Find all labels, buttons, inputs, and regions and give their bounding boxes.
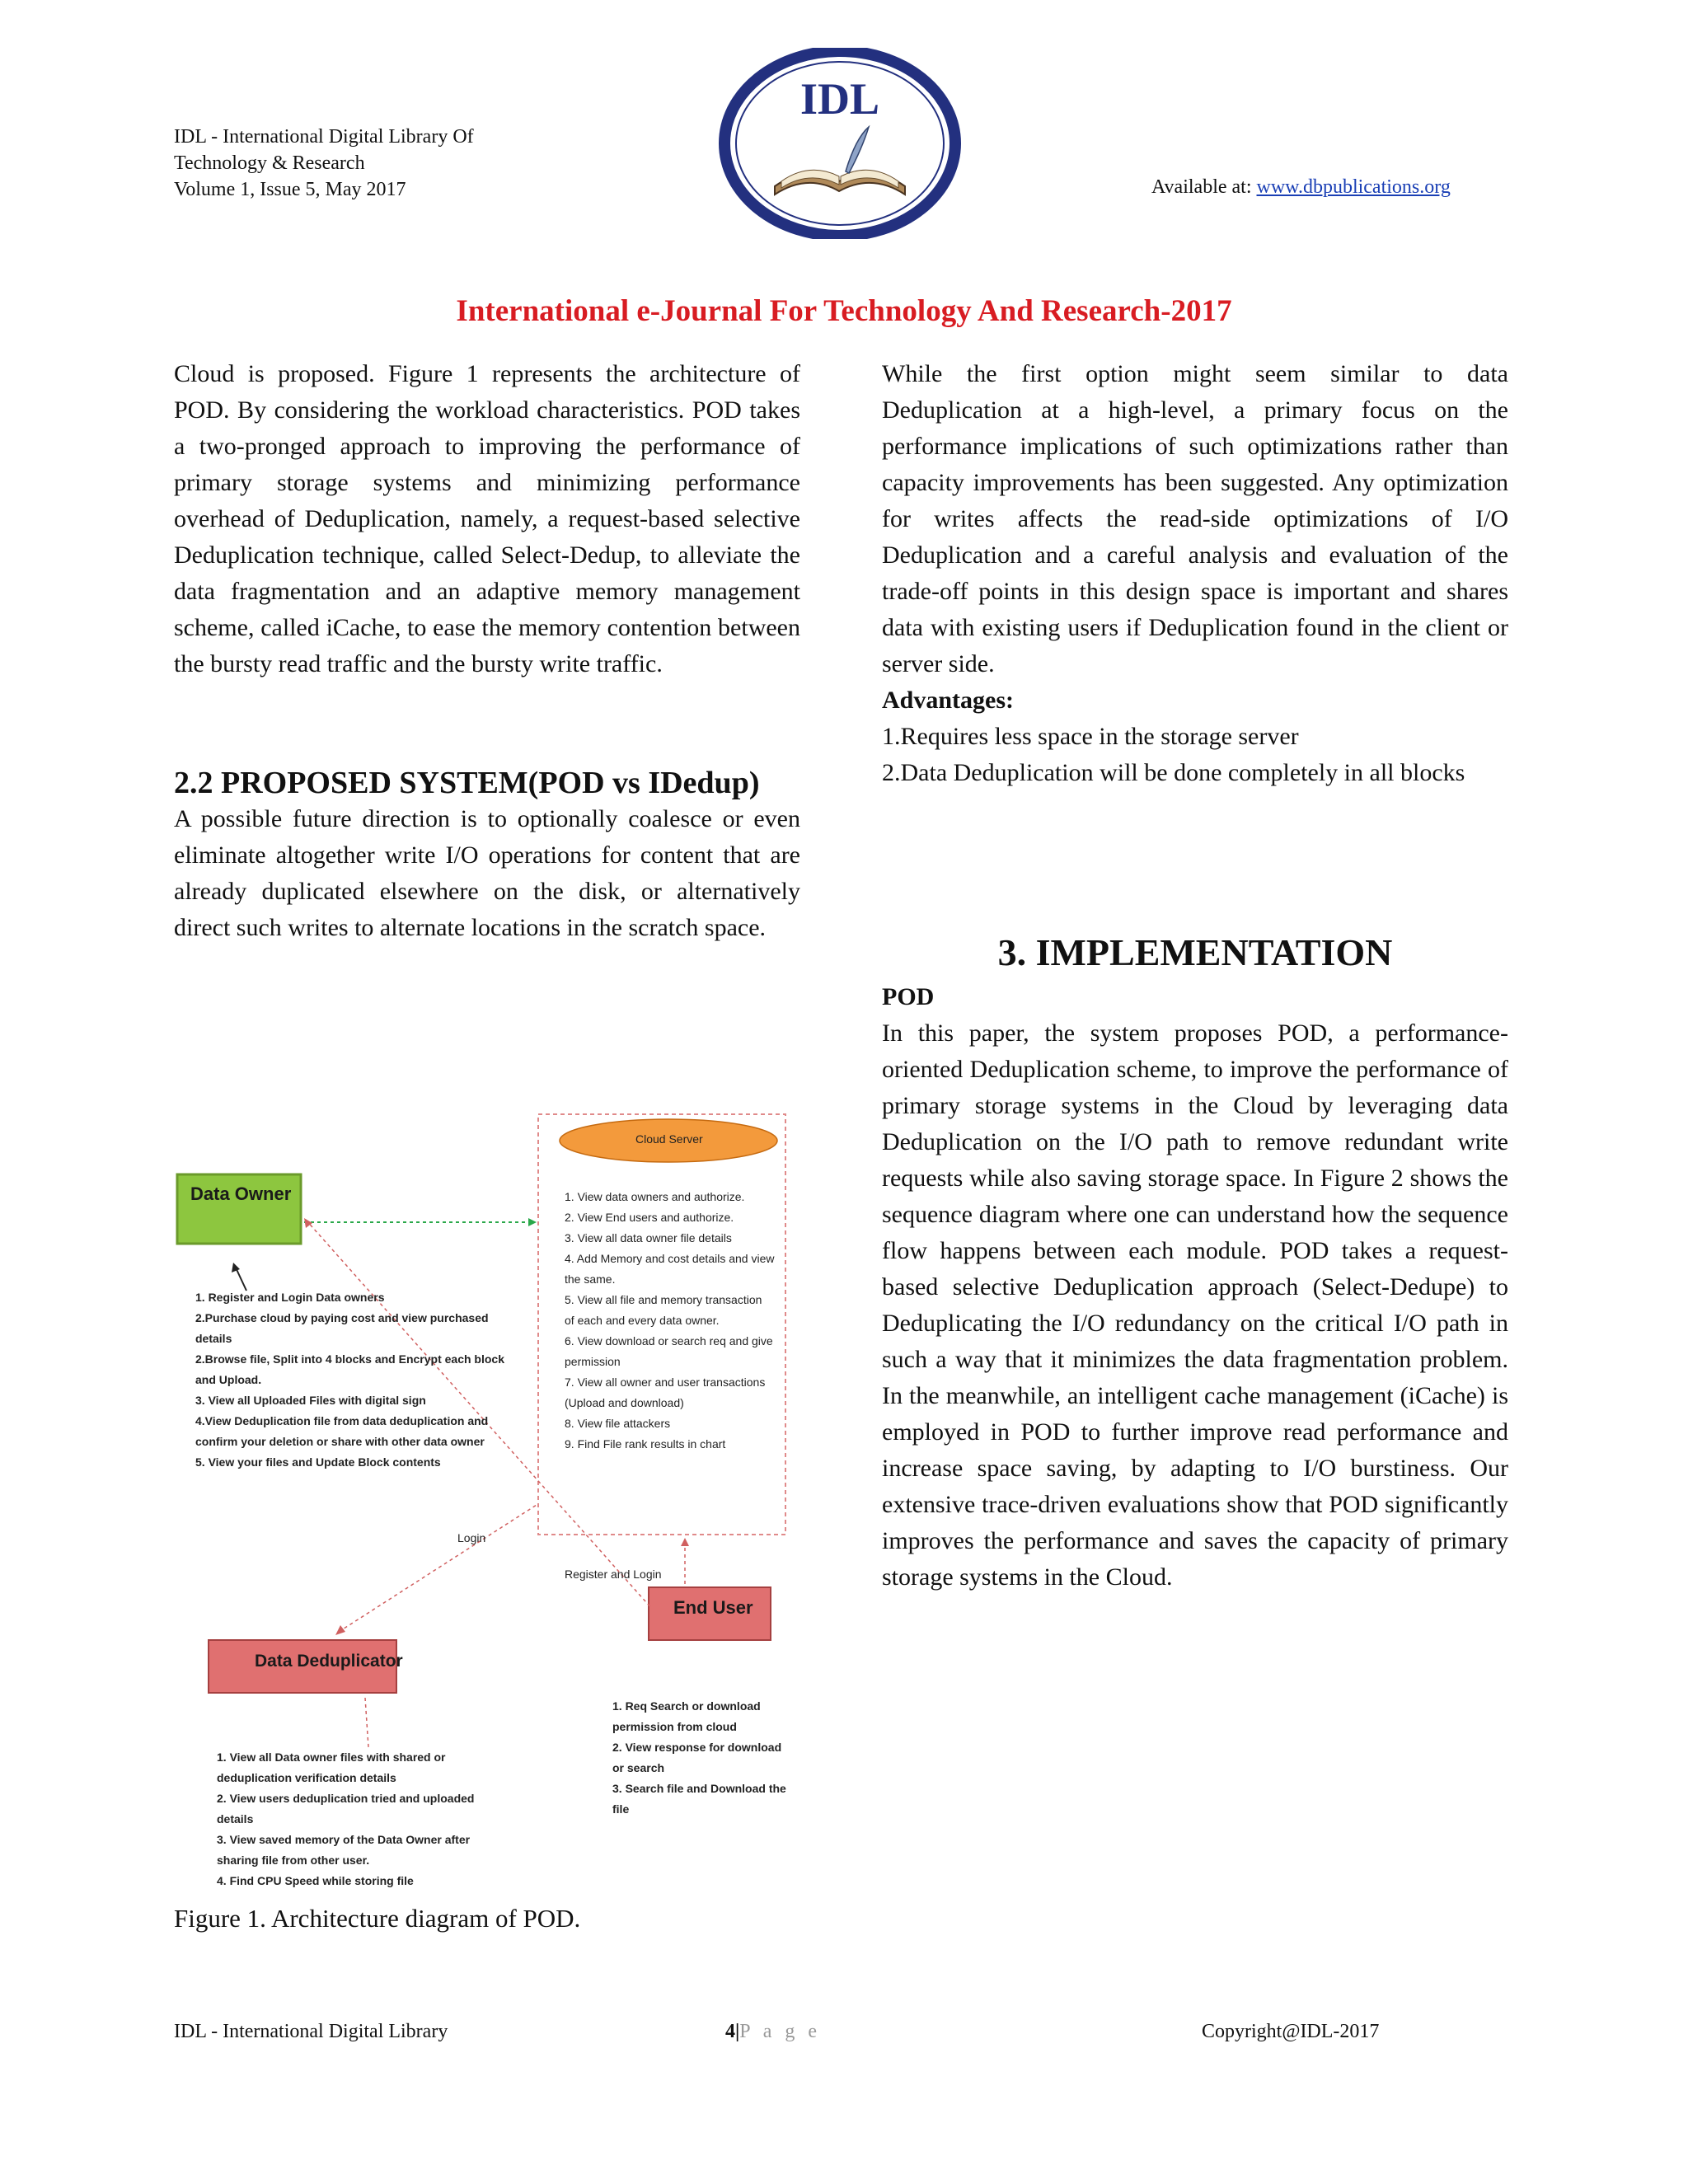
user-item: 3. Search file and Download the (612, 1782, 786, 1795)
owner-item: and Upload. (195, 1373, 262, 1386)
footer-copyright: Copyright@IDL-2017 (1202, 2021, 1380, 2042)
cloud-server-list (565, 1187, 774, 1455)
data-owner-label: Data Owner (190, 1183, 292, 1204)
dedup-item: details (217, 1812, 254, 1825)
availability-line (1151, 176, 1451, 199)
cloud-item: 3. View all data owner file details (565, 1231, 732, 1244)
advantage-item-1: 1.Requires less space in the storage server (882, 723, 1299, 750)
data-owner-list (195, 1287, 504, 1473)
owner-item: 3. View all Uploaded Files with digital sign (195, 1394, 426, 1407)
footer-left: IDL - International Digital Library (174, 2021, 448, 2042)
journal-title: International e-Journal For Technology And Research-2017 (456, 294, 1232, 328)
publisher-link[interactable]: www.dbpublications.org (1256, 176, 1451, 198)
owner-item: 2.Browse file, Split into 4 blocks and Encrypt each block (195, 1352, 504, 1366)
implementation-section (882, 931, 1508, 1596)
cloud-item: 5. View all file and memory transaction (565, 1293, 762, 1306)
dedup-list-connector (365, 1698, 368, 1747)
user-item: permission from cloud (612, 1720, 737, 1733)
journal-header (174, 124, 474, 203)
dedup-item: 2. View users deduplication tried and uploaded (217, 1792, 475, 1805)
idl-logo (715, 48, 964, 239)
dedup-item: 1. View all Data owner files with shared or (217, 1750, 446, 1764)
left-paragraph-2: A possible future direction is to optionally coalesce or even eliminate altogether write I/O operations for content that are already duplicated elsewhere on the disk, or alternatively direct such writes to alternate locations in the scratch space. (174, 805, 800, 941)
implementation-heading: 3. IMPLEMENTATION (997, 931, 1393, 973)
end-user-label: End User (673, 1597, 753, 1618)
login-label: Login (457, 1531, 486, 1544)
owner-item: 1. Register and Login Data owners (195, 1291, 385, 1304)
figure-caption: Figure 1. Architecture diagram of POD. (174, 1904, 581, 1933)
cloud-item: (Upload and download) (565, 1396, 684, 1409)
register-login-label: Register and Login (565, 1568, 662, 1581)
user-item: or search (612, 1761, 665, 1774)
advantages-heading: Advantages: (882, 687, 1015, 714)
left-column (174, 356, 800, 682)
owner-item: details (195, 1332, 232, 1345)
advantage-item-2: 2.Data Deduplication will be done completely in all blocks (882, 759, 1465, 786)
logo-text: IDL (799, 74, 880, 124)
cloud-item: permission (565, 1355, 621, 1368)
cloud-item: 7. View all owner and user transactions (565, 1376, 766, 1389)
owner-item: confirm your deletion or share with other data owner (195, 1435, 485, 1448)
cloud-server-label: Cloud Server (635, 1132, 703, 1146)
header-line-2: Technology & Research (174, 152, 365, 174)
owner-item: 5. View your files and Update Block contents (195, 1455, 441, 1469)
end-user-list (612, 1696, 786, 1820)
dedup-item: 3. View saved memory of the Data Owner after (217, 1833, 471, 1846)
cloud-item: 4. Add Memory and cost details and view (565, 1252, 775, 1265)
user-item: 2. View response for download (612, 1741, 782, 1754)
page-number (725, 2021, 821, 2043)
cloud-item: 8. View file attackers (565, 1417, 671, 1430)
dedup-item: deduplication verification details (217, 1771, 396, 1784)
header-line-1: IDL - International Digital Library Of (174, 126, 474, 148)
cloud-item: of each and every data owner. (565, 1314, 720, 1327)
left-paragraph-1: Cloud is proposed. Figure 1 represents the architecture of POD. By considering the workload characteristics. POD takes a two-pronged approach to improving the performance of primary storage systems and minimizing performance overhead of Deduplication, namely, a request-based selective Deduplication technique, called Select-Dedup, to alleviate the data fragmentation and an adaptive memory management scheme, called iCache, to ease the memory contention between the bursty read traffic and the bursty write traffic. (174, 360, 800, 677)
architecture-diagram (174, 1104, 817, 1896)
user-item: file (612, 1802, 630, 1816)
owner-item: 2.Purchase cloud by paying cost and view purchased (195, 1311, 489, 1324)
cloud-item: 6. View download or search req and give (565, 1334, 773, 1347)
data-deduplicator-label: Data Deduplicator (255, 1652, 403, 1671)
page-word: P a g e (739, 2021, 822, 2042)
section-heading-2-2: 2.2 PROPOSED SYSTEM(POD vs IDedup) (174, 766, 760, 800)
cloud-item: 1. View data owners and authorize. (565, 1190, 745, 1203)
right-paragraph-1: While the first option might seem similar to data Deduplication at a high-level, a primary focus on the performance implications of such optimizations rather than capacity improvements has been suggested. Any optimization for writes affects the read-side optimizations of I/O Deduplication and a careful analysis and evaluation of the trade-off points in this design space is important and shares data with existing users if Deduplication found in the client or server side. (882, 360, 1508, 677)
user-item: 1. Req Search or download (612, 1699, 761, 1713)
dedup-item: sharing file from other user. (217, 1854, 370, 1867)
header-line-3: Volume 1, Issue 5, May 2017 (174, 179, 406, 200)
dedup-item: 4. Find CPU Speed while storing file (217, 1874, 414, 1887)
data-deduplicator-list (217, 1747, 474, 1891)
page-number-value: 4 (725, 2021, 735, 2042)
cloud-item: 2. View End users and authorize. (565, 1211, 734, 1224)
cloud-item: the same. (565, 1272, 616, 1286)
right-column (882, 356, 1508, 791)
dedup-cloud-connector (339, 1505, 537, 1632)
right-paragraph-2: In this paper, the system proposes POD, a performance-oriented Deduplication scheme, to improve the performance of primary storage systems in the Cloud by leveraging data Deduplication on the I/O path to remove redundant write requests while also saving storage space. In Figure 2 shows the sequence diagram where one can understand how the sequence flow happens between each module. POD takes a request-based selective Deduplication approach (Select-Dedupe) to Deduplicating the I/O redundancy on the critical I/O path in such a way that it minimizes the data fragmentation problem. In the meanwhile, an intelligent cache management (iCache) is employed in POD to further improve read performance and increase space saving, by adapting to I/O burstiness. Our extensive trace-driven evaluations show that POD significantly improves the performance and saves the capacity of primary storage systems in the Cloud. (882, 1019, 1508, 1591)
cloud-item: 9. Find File rank results in chart (565, 1437, 726, 1451)
owner-item: 4.View Deduplication file from data deduplication and (195, 1414, 489, 1427)
available-label: Available at: (1151, 176, 1257, 198)
pod-subheading: POD (882, 983, 935, 1010)
left-column-section (174, 765, 800, 946)
page-separator: | (735, 2021, 740, 2042)
